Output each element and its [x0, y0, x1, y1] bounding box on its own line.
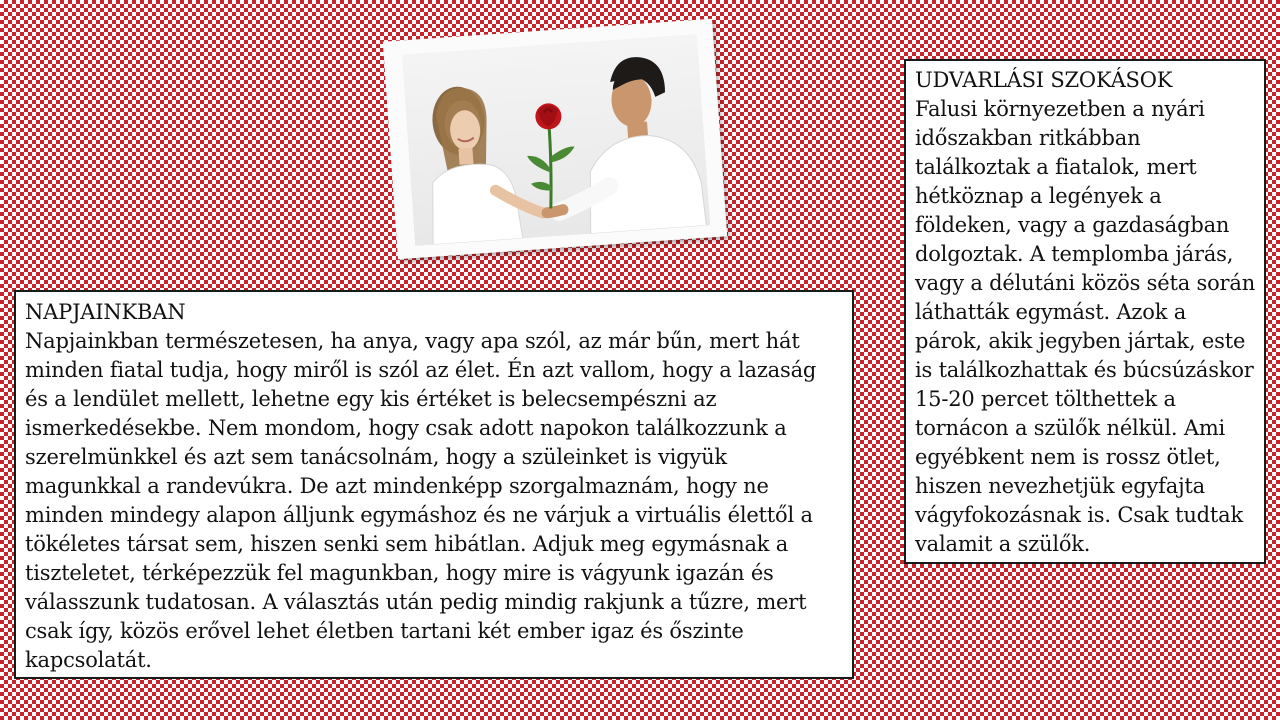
nowadays-box	[14, 290, 854, 679]
nowadays-text: Napjainkban természetesen, ha anya, vagy apa szól, az már bűn, mert hát minden fiatal tudja, hogy miről is szól az élet. Én azt vallom, hogy a lazaság és a lendület mellett, lehetne egy kis értéket is belecsempészni az ismerkedésekbe. Nem mondom, hogy csak adott napokon találkozzunk a szerelmünkkel és azt sem tanácsolnám, hogy a szüleinket is vigyük magunkkal a randevúkra. De azt mindenképp szorgalmaznám, hogy ne minden mindegy alapon álljunk egymáshoz és ne várjuk a virtuális élettől a tökéletes társat sem, hiszen senki sem hibátlan. Adjuk meg egymásnak a tiszteletet, térképezzük fel magunkban, hogy mire is vágyunk igazán és válasszunk tudatosan. A választás után pedig mindig rakjunk a tűzre, mert csak így, közös erővel lehet életben tartani két ember igaz és őszinte kapcsolatát.	[25, 329, 817, 672]
couple-rose-photo	[402, 34, 711, 246]
couple-illustration	[402, 34, 711, 246]
photo-frame	[383, 19, 727, 259]
courtship-customs-text: Falusi környezetben a nyári időszakban ritkábban találkoztak a fiatalok, mert hétköznap a legények a földeken, vagy a gazdaságban dolgoztak. A templomba járás, vagy a délutáni közös séta során láthatták egymást. Azok a párok, akik jegyben jártak, este is találkozhattak és búcsúzáskor 15-20 percet tölthettek a tornácon a szülők nélkül. Ami egyébkent nem is rossz ötlet, hiszen nevezhetjük egyfajta vágyfokozásnak is. Csak tudtak valamit a szülők.	[915, 97, 1256, 556]
courtship-customs-box	[904, 59, 1266, 564]
courtship-customs-heading: UDVARLÁSI SZOKÁSOK	[915, 68, 1173, 92]
nowadays-heading: NAPJAINKBAN	[25, 300, 186, 324]
